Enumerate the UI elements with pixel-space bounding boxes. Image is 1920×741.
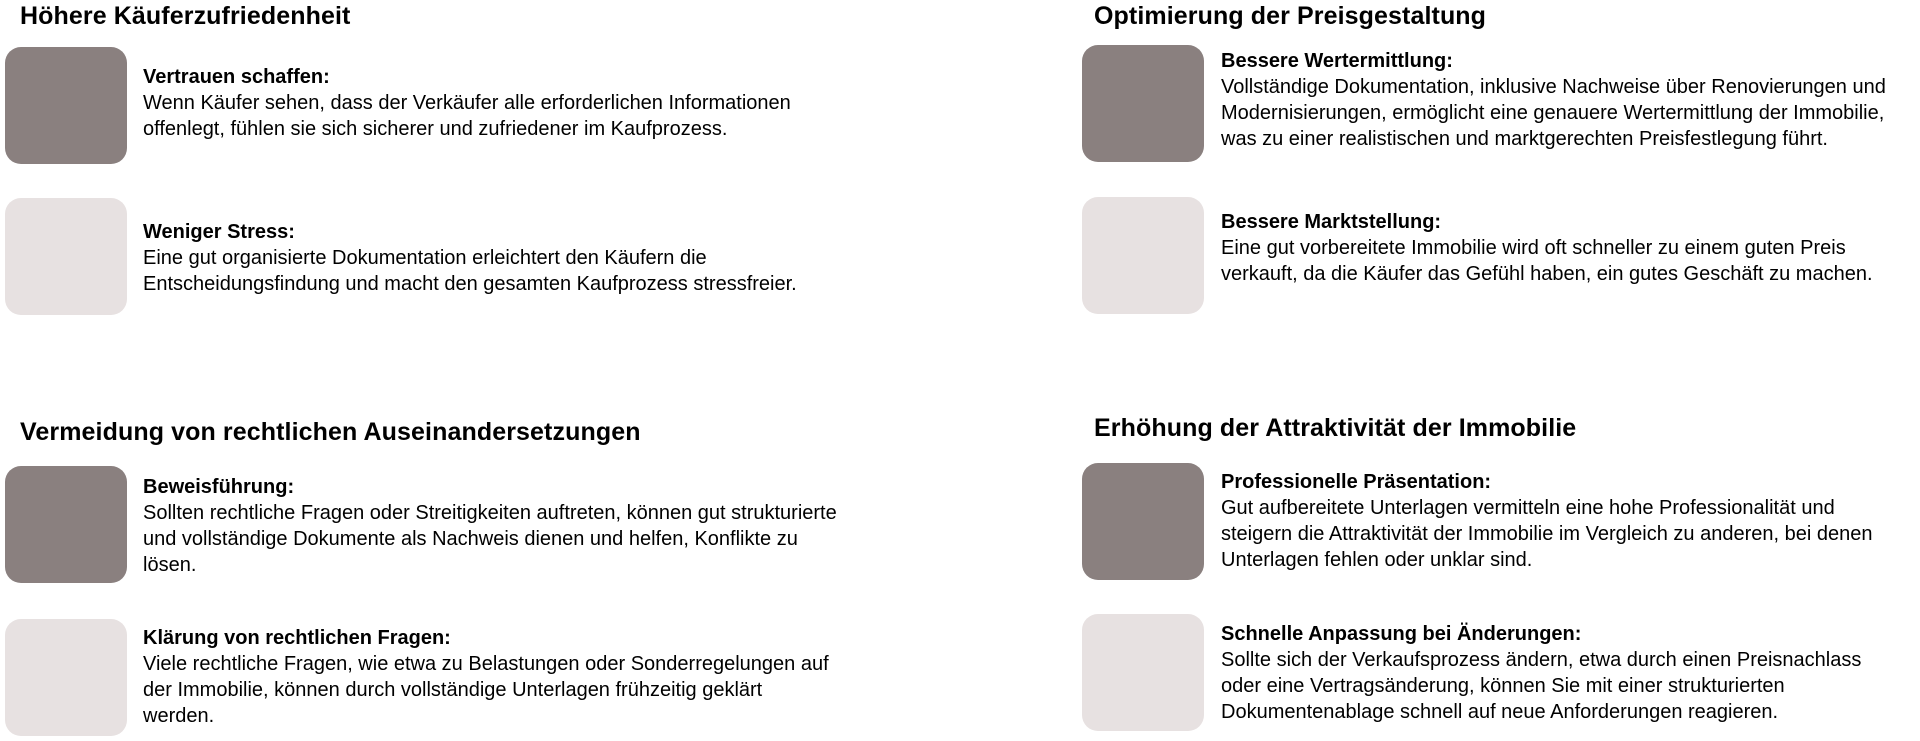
item-text <box>143 64 843 142</box>
item-body: Eine gut vorbereitete Immobilie wird oft schneller zu einem guten Preis verkauft, da die Käufer das Gefühl haben, ein gutes Geschäft zu machen. <box>1221 237 1873 285</box>
item-heading: Professionelle Präsentation: <box>1221 471 1492 493</box>
section-title: Höhere Käuferzufriedenheit <box>20 2 351 30</box>
item-heading: Klärung von rechtlichen Fragen: <box>143 627 451 649</box>
item-body: Eine gut organisierte Dokumentation erleichtert den Käufern die Entscheidungsfindung und macht den gesamten Kaufprozess stressfreier. <box>143 247 797 295</box>
item-text <box>1221 621 1916 725</box>
item-text <box>143 474 843 578</box>
color-swatch <box>5 198 127 315</box>
section-title: Erhöhung der Attraktivität der Immobilie <box>1094 414 1577 442</box>
color-swatch <box>1082 614 1204 731</box>
item-body: Sollten rechtliche Fragen oder Streitigkeiten auftreten, können gut strukturierte und vollständige Dokumente als Nachweis dienen und helfen, Konflikte zu lösen. <box>143 502 837 576</box>
item-body: Gut aufbereitete Unterlagen vermitteln eine hohe Professionalität und steigern die Attraktivität der Immobilie im Vergleich zu anderen, bei denen Unterlagen fehlen oder unklar sind. <box>1221 497 1873 571</box>
item-heading: Bessere Marktstellung: <box>1221 211 1442 233</box>
color-swatch <box>1082 197 1204 314</box>
item-body: Vollständige Dokumentation, inklusive Nachweise über Renovierungen und Modernisierungen, ermöglicht eine genauere Wertermittlung der Immobilie, was zu einer realistischen und marktgerechten Preisfestlegung führt. <box>1221 76 1886 150</box>
item-heading: Beweisführung: <box>143 476 295 498</box>
item-heading: Vertrauen schaffen: <box>143 66 330 88</box>
color-swatch <box>1082 45 1204 162</box>
item-text <box>143 219 843 297</box>
item-body: Viele rechtliche Fragen, wie etwa zu Belastungen oder Sonderregelungen auf der Immobilie, können durch vollständige Unterlagen frühzeitig geklärt werden. <box>143 653 829 727</box>
item-heading: Bessere Wertermittlung: <box>1221 50 1453 72</box>
item-heading: Schnelle Anpassung bei Änderungen: <box>1221 623 1582 645</box>
color-swatch <box>5 47 127 164</box>
section-title: Optimierung der Preisgestaltung <box>1094 2 1487 30</box>
item-text <box>1221 209 1916 287</box>
item-heading: Weniger Stress: <box>143 221 295 243</box>
item-text <box>1221 469 1916 573</box>
item-body: Wenn Käufer sehen, dass der Verkäufer alle erforderlichen Informationen offenlegt, fühlen sie sich sicherer und zufriedener im Kaufprozess. <box>143 92 791 140</box>
section-title: Vermeidung von rechtlichen Auseinandersetzungen <box>20 418 641 446</box>
item-text <box>1221 48 1916 152</box>
item-body: Sollte sich der Verkaufsprozess ändern, etwa durch einen Preisnachlass oder eine Vertragsänderung, können Sie mit einer strukturierten Dokumentenablage schnell auf neue Anforderungen reagieren. <box>1221 649 1862 723</box>
color-swatch <box>1082 463 1204 580</box>
color-swatch <box>5 619 127 736</box>
color-swatch <box>5 466 127 583</box>
item-text <box>143 625 843 729</box>
